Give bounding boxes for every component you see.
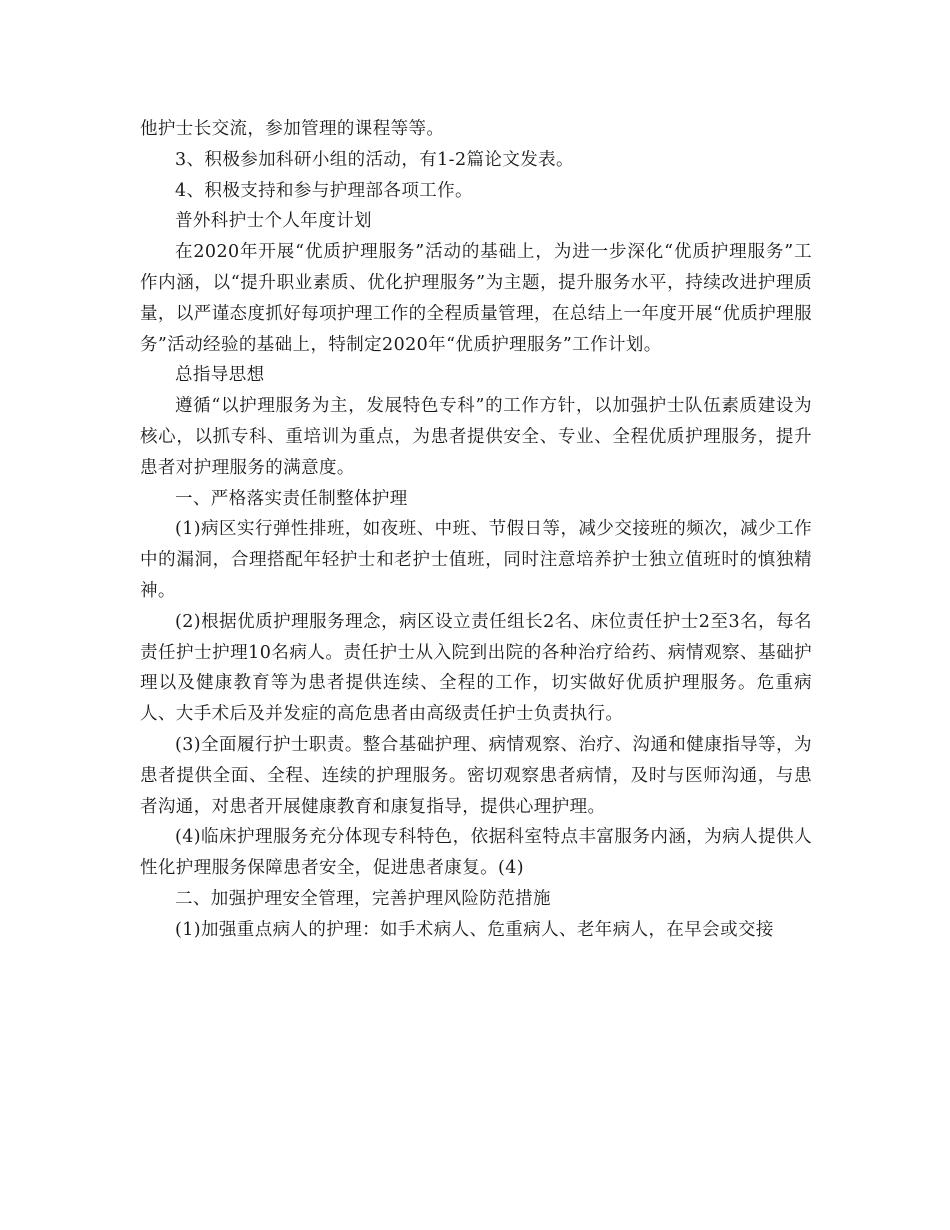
document-body [140, 114, 812, 946]
paragraph-1-3: (3)全面履行护士职责。整合基础护理、病情观察、治疗、沟通和健康指导等，为患者提供全面、全程、连续的护理服务。密切观察患者病情，及时与医师沟通，与患者沟通，对患者开展健康教育和康复指导，提供心理护理。 [140, 734, 812, 817]
paragraph-1-2: (2)根据优质护理服务理念，病区设立责任组长2名、床位责任护士2至3名，每名责任护士护理10名病人。责任护士从入院到出院的各种治疗给药、病情观察、基础护理以及健康教育等为患者提供连续、全程的工作，切实做好优质护理服务。危重病人、大手术后及并发症的高危患者由高级责任护士负责执行。 [140, 611, 812, 725]
heading-guiding-thought: 总指导思想 [175, 365, 265, 386]
paragraph-intro: 在2020年开展“优质护理服务”活动的基础上，为进一步深化“优质护理服务”工作内涵，以“提升职业素质、优化护理服务”为主题，提升服务水平，持续改进护理质量，以严谨态度抓好每项护理工作的全程质量管理，在总结上一年度开展“优质护理服务”活动经验的基础上，特制定2020年“优质护理服务”工作计划。 [140, 242, 812, 355]
section-title: 普外科护士个人年度计划 [175, 211, 372, 232]
paragraph-item-4: 4、积极支持和参与护理部各项工作。 [175, 180, 473, 201]
heading-section-2: 二、加强护理安全管理，完善护理风险防范措施 [175, 888, 551, 909]
paragraph-guiding-thought: 遵循“以护理服务为主，发展特色专科”的工作方针，以加强护士队伍素质建设为核心，以抓专科、重培训为重点，为患者提供安全、专业、全程优质护理服务，提升患者对护理服务的满意度。 [140, 396, 812, 478]
paragraph-2-1: (1)加强重点病人的护理：如手术病人、危重病人、老年病人，在早会或交接 [175, 919, 774, 940]
paragraph-continuation: 他护士长交流，参加管理的课程等等。 [140, 119, 445, 139]
paragraph-1-4: (4)临床护理服务充分体现专科特色，依据科室特点丰富服务内涵，为病人提供人性化护理服务保障患者安全，促进患者康复。(4) [140, 827, 812, 879]
paragraph-item-3: 3、积极参加科研小组的活动，有1-2篇论文发表。 [175, 149, 574, 170]
paragraph-1-1: (1)病区实行弹性排班，如夜班、中班、节假日等，减少交接班的频次，减少工作中的漏洞，合理搭配年轻护士和老护士值班，同时注意培养护士独立值班时的慎独精神。 [140, 519, 812, 601]
heading-section-1: 一、严格落实责任制整体护理 [175, 488, 408, 509]
